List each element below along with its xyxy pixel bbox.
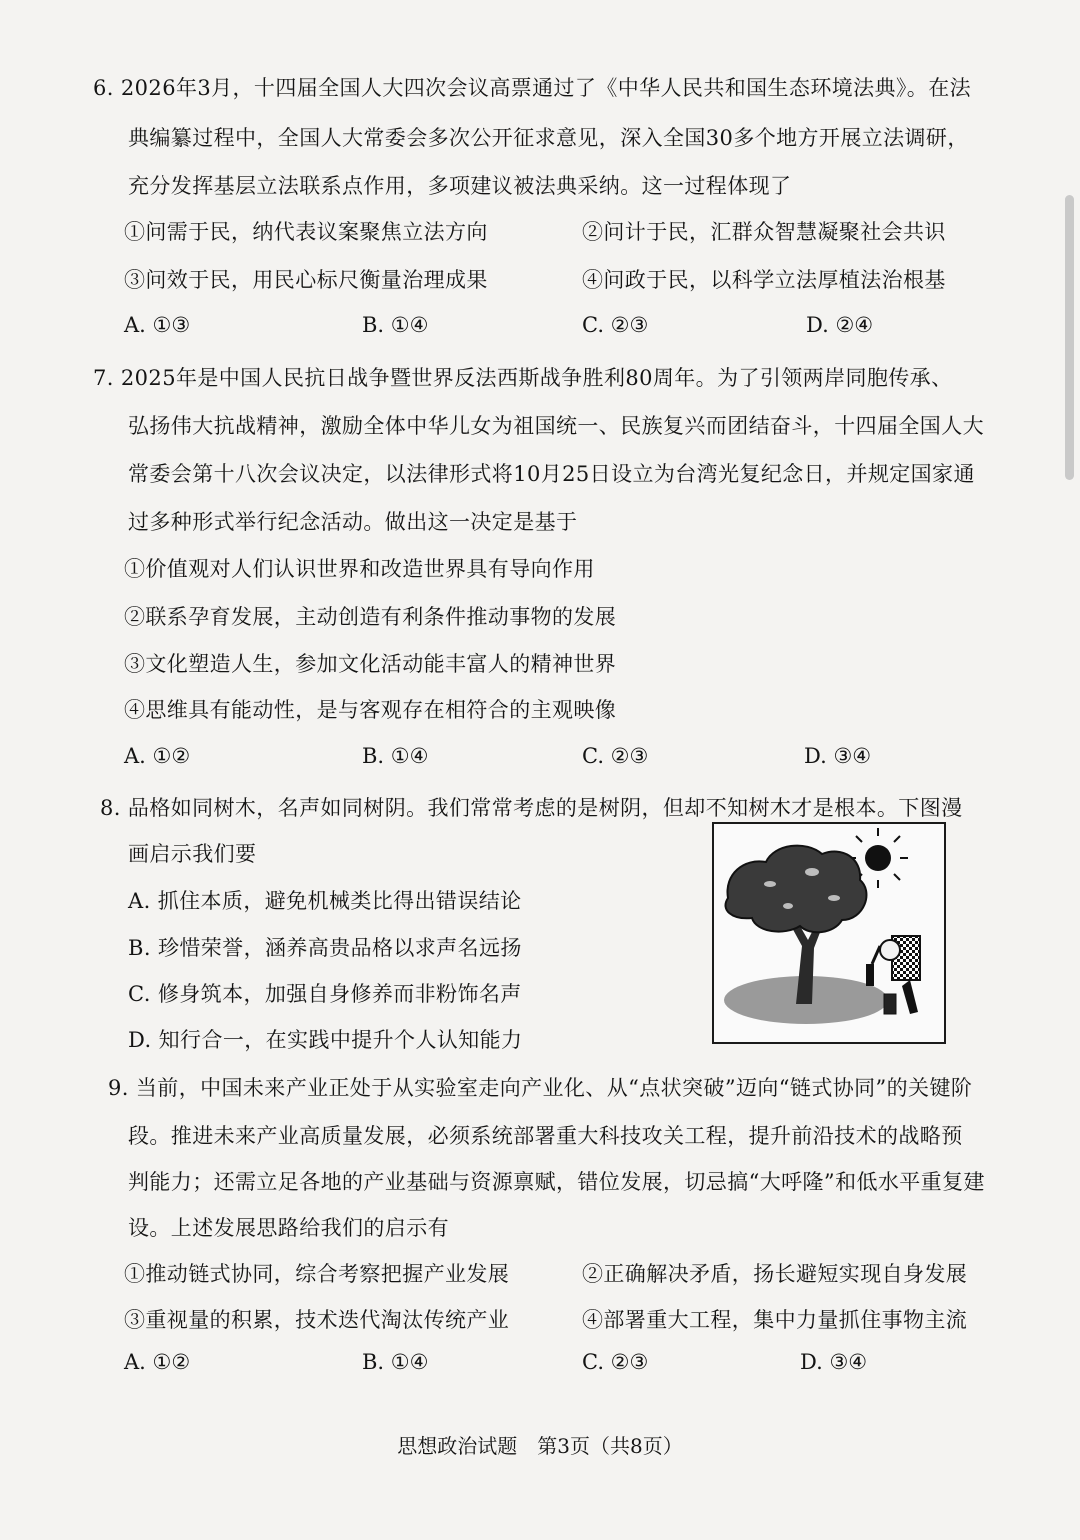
q6-statement-1: ①问需于民，纳代表议案聚焦立法方向 xyxy=(124,220,488,244)
q8-option-d: D. 知行合一，在实践中提升个人认知能力 xyxy=(128,1028,523,1052)
q7-stem-line-2: 弘扬伟大抗战精神，激励全体中华儿女为祖国统一、民族复兴而团结奋斗，十四届全国人大 xyxy=(128,414,984,438)
q7-statement-1: ①价值观对人们认识世界和改造世界具有导向作用 xyxy=(124,557,595,581)
scrollbar-thumb[interactable] xyxy=(1065,195,1074,480)
q6-option-d: D. ②④ xyxy=(806,313,874,337)
cartoon-tree-shadow xyxy=(712,822,946,1044)
q6-stem-line-2: 典编纂过程中，全国人大常委会多次公开征求意见，深入全国30多个地方开展立法调研， xyxy=(128,126,969,150)
q9-stem-line-4: 设。上述发展思路给我们的启示有 xyxy=(128,1216,449,1240)
cartoon-illustration xyxy=(714,824,944,1042)
q8-stem-line-2: 画启示我们要 xyxy=(128,842,257,866)
q7-stem-line-1: 7. 2025年是中国人民抗日战争暨世界反法西斯战争胜利80周年。为了引领两岸同胞传承、 xyxy=(93,366,953,390)
page-footer: 思想政治试题 第3页（共8页） xyxy=(397,1434,683,1458)
q9-statement-1: ①推动链式协同，综合考察把握产业发展 xyxy=(124,1262,510,1286)
q9-stem-line-2: 段。推进未来产业高质量发展，必须系统部署重大科技攻关工程，提升前沿技术的战略预 xyxy=(128,1124,963,1148)
q7-option-c: C. ②③ xyxy=(582,744,649,768)
q7-option-b: B. ①④ xyxy=(362,744,429,768)
q9-stem-line-1: 9. 当前，中国未来产业正处于从实验室走向产业化、从“点状突破”迈向“链式协同”的关键阶 xyxy=(108,1076,973,1100)
q6-option-c: C. ②③ xyxy=(582,313,649,337)
q6-statement-4: ④问政于民，以科学立法厚植法治根基 xyxy=(582,268,946,292)
q7-statement-3: ③文化塑造人生，参加文化活动能丰富人的精神世界 xyxy=(124,652,617,676)
q6-option-b: B. ①④ xyxy=(362,313,429,337)
q7-statement-2: ②联系孕育发展，主动创造有利条件推动事物的发展 xyxy=(124,605,617,629)
q8-option-a: A. 抓住本质，避免机械类比得出错误结论 xyxy=(128,889,522,913)
q7-stem-line-3: 常委会第十八次会议决定，以法律形式将10月25日设立为台湾光复纪念日，并规定国家通 xyxy=(128,462,975,486)
q9-option-d: D. ③④ xyxy=(800,1350,868,1374)
q9-stem-line-3: 判能力；还需立足各地的产业基础与资源禀赋，错位发展，切忌搞“大呼隆”和低水平重复建 xyxy=(128,1170,985,1194)
q8-option-b: B. 珍惜荣誉，涵养高贵品格以求声名远扬 xyxy=(128,936,522,960)
q8-option-c: C. 修身筑本，加强自身修养而非粉饰名声 xyxy=(128,982,522,1006)
q7-statement-4: ④思维具有能动性，是与客观存在相符合的主观映像 xyxy=(124,698,617,722)
q9-option-a: A. ①② xyxy=(124,1350,191,1374)
q7-stem-line-4: 过多种形式举行纪念活动。做出这一决定是基于 xyxy=(128,510,578,534)
q9-option-b: B. ①④ xyxy=(362,1350,429,1374)
q6-statement-2: ②问计于民，汇群众智慧凝聚社会共识 xyxy=(582,220,946,244)
q9-statement-4: ④部署重大工程，集中力量抓住事物主流 xyxy=(582,1308,968,1332)
q9-statement-3: ③重视量的积累，技术迭代淘汰传统产业 xyxy=(124,1308,510,1332)
q7-option-d: D. ③④ xyxy=(804,744,872,768)
q8-stem-line-1: 8. 品格如同树木，名声如同树阴。我们常常考虑的是树阴，但却不知树木才是根本。下图漫 xyxy=(100,796,963,820)
q6-stem-line-1: 6. 2026年3月，十四届全国人大四次会议高票通过了《中华人民共和国生态环境法典》。在法 xyxy=(93,76,972,100)
q6-option-a: A. ①③ xyxy=(124,313,191,337)
q6-stem-line-3: 充分发挥基层立法联系点作用，多项建议被法典采纳。这一过程体现了 xyxy=(128,174,792,198)
q9-option-c: C. ②③ xyxy=(582,1350,649,1374)
q9-statement-2: ②正确解决矛盾，扬长避短实现自身发展 xyxy=(582,1262,968,1286)
tree-canopy xyxy=(725,846,866,933)
q7-option-a: A. ①② xyxy=(124,744,191,768)
q6-statement-3: ③问效于民，用民心标尺衡量治理成果 xyxy=(124,268,488,292)
